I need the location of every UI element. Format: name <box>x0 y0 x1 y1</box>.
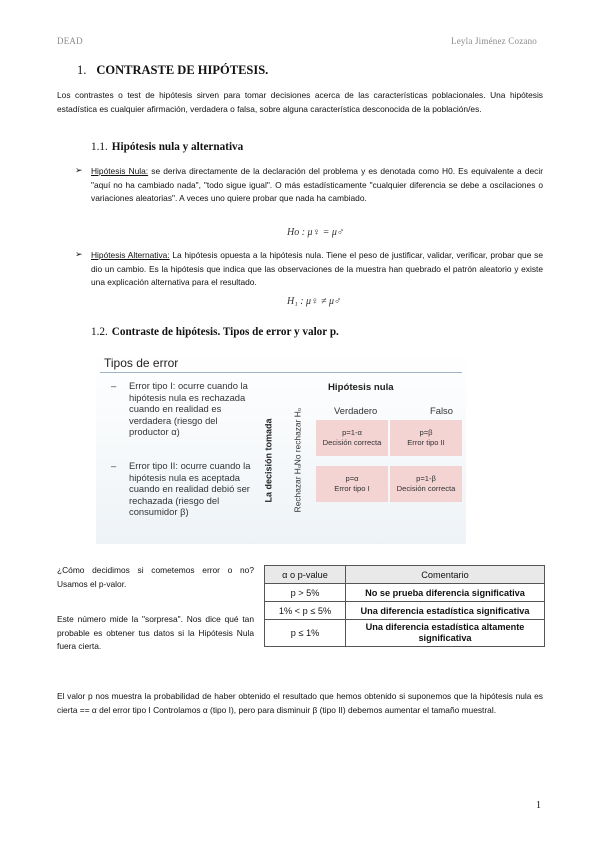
table-cell: p ≤ 1% <box>265 620 346 647</box>
matrix-title: Hipótesis nula <box>328 382 394 393</box>
section-1-2-title: Contraste de hipótesis. Tipos de error y valor p. <box>111 326 339 338</box>
null-hypothesis-term: Hipótesis Nula: <box>91 166 149 176</box>
header-right: Leyla Jiménez Cozano <box>451 36 537 46</box>
matrix-cell <box>316 466 388 502</box>
alt-hypothesis-formula: H₁ : μ♀ ≠ μ♂ <box>287 296 342 307</box>
cell-label: Error tipo II <box>407 438 445 447</box>
bullet-arrow-icon: ➢ <box>75 249 83 259</box>
intro-paragraph: Los contrastes o test de hipótesis sirven para tomar decisiones acerca de las características poblacionales. Una hipótesis estadística es cualquier afirmación, verdadera o falsa, sobre alguna característica desconocida de la población/es. <box>57 90 543 114</box>
pvalue-table <box>264 565 545 647</box>
section-1-number: 1. <box>77 63 87 77</box>
cell-label: Decisión correcta <box>396 484 456 493</box>
table-row <box>265 584 545 602</box>
null-hypothesis-text: se deriva directamente de la declaración del problema y es denotada como H0. Es equivalente a decir "aquí no ha cambiado nada", "todo sigue igual". O más estadísticamente "cualquier diferencia se debe a oscilaciones o variaciones aleatorias". A veces uno quiere probar que nada ha cambiado. <box>91 166 543 204</box>
table-cell: Una diferencia estadística significativa <box>346 602 545 620</box>
table-cell: p > 5% <box>265 584 346 602</box>
figure-divider <box>100 372 462 373</box>
bullet-arrow-icon: ➢ <box>75 165 83 175</box>
error-type-2-text: Error tipo II: ocurre cuando la hipótesis nula es aceptada cuando en realidad debió ser rechazada (riesgo del consumidor β) <box>129 460 251 518</box>
cell-label: Decisión correcta <box>322 438 382 447</box>
error-type-1-text: Error tipo I: ocurre cuando la hipótesis nula es rechazada cuando en realidad es verdadera (riesgo del productor α) <box>129 380 248 438</box>
matrix-cell <box>390 466 462 502</box>
header-left: DEAD <box>57 36 83 46</box>
cell-value: p=β <box>419 428 433 437</box>
section-1-2-number: 1.2. <box>91 326 108 338</box>
null-hypothesis-formula: Ho : μ♀ = μ♂ <box>287 227 345 238</box>
error-2-dash: – <box>111 460 117 471</box>
page-number: 1 <box>536 800 541 811</box>
matrix-row-axis: La decisión tomada <box>263 418 274 503</box>
table-row <box>265 602 545 620</box>
figure-title: Tipos de error <box>104 356 179 370</box>
conclusion-paragraph: El valor p nos muestra la probabilidad de haber obtenido el resultado que hemos obtenido si suponemos que la hipótesis nula es cierta == α del error tipo I Controlamos α (tipo I), pero para disminuir β (tipo II) debemos aumentar el tamaño muestral. <box>57 691 543 715</box>
matrix-col-false: Falso <box>430 405 453 416</box>
section-1-1-title: Hipótesis nula y alternativa <box>111 141 244 153</box>
section-1-1-number: 1.1. <box>91 141 108 153</box>
cell-value: p=1-α <box>342 428 362 437</box>
matrix-row-reject: Rechazar H₀ <box>292 464 303 513</box>
pvalue-explanation-text: Este número mide la "sorpresa". Nos dice qué tan probable es obtener tus datos si la Hipótesis Nula fuera cierta. <box>57 614 254 652</box>
matrix-col-true: Verdadero <box>334 405 378 416</box>
matrix-cell <box>390 420 462 456</box>
cell-value: p=α <box>345 474 359 483</box>
table-header-row <box>265 566 545 584</box>
cell-label: Error tipo I <box>334 484 370 493</box>
table-header-cell: α o p-value <box>265 566 346 584</box>
cell-value: p=1-β <box>416 474 436 483</box>
section-1-heading <box>77 63 268 78</box>
section-1-title: CONTRASTE DE HIPÓTESIS. <box>96 63 269 77</box>
section-1-1-heading <box>91 141 243 153</box>
pvalue-question-text: ¿Cómo decidimos si cometemos error o no? Usamos el p-valor. <box>57 565 254 589</box>
matrix-cell <box>316 420 388 456</box>
alt-hypothesis-term: Hipótesis Alternativa: <box>91 250 170 260</box>
table-cell: Una diferencia estadística altamente significativa <box>346 620 545 647</box>
alt-hypothesis-text: La hipótesis opuesta a la hipótesis nula. Tiene el peso de justificar, validar, verificar, probar que se dio un cambio. Es la hipótesis que indica que las observaciones de la muestra han quebrado el patrón aleatorio y existe una explicación alternativa para el resultado. <box>91 250 543 288</box>
table-cell: No se prueba diferencia significativa <box>346 584 545 602</box>
table-row <box>265 620 545 647</box>
table-header-cell: Comentario <box>346 566 545 584</box>
matrix-row-no-reject: No rechazar H₀ <box>292 407 303 466</box>
error-1-dash: – <box>111 380 117 391</box>
null-hypothesis-paragraph <box>91 165 543 206</box>
table-cell: 1% < p ≤ 5% <box>265 602 346 620</box>
section-1-2-heading <box>91 326 339 338</box>
alt-hypothesis-paragraph <box>91 249 543 290</box>
